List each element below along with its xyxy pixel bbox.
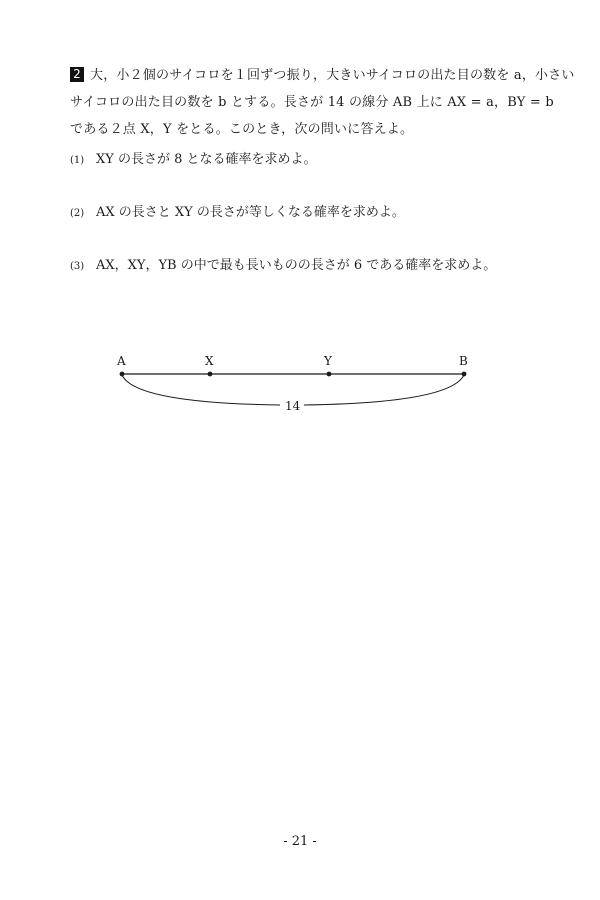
segment-figure [0, 345, 600, 425]
point-x [208, 372, 213, 377]
problem-line-2: サイコロの出た目の数を b とする。長さが 14 の線分 AB 上に AX = a，BY = b [70, 95, 554, 110]
label-x: X [205, 354, 214, 368]
question-2-text: AX の長さと XY の長さが等しくなる確率を求めよ。 [96, 205, 405, 220]
question-3-text: AX，XY，YB の中で最も長いものの長さが 6 である確率を求めよ。 [96, 258, 497, 273]
problem-number-badge: 2 [70, 67, 84, 82]
problem-text-1: 大，小２個のサイコロを１回ずつ振り，大きいサイコロの出た目の数を a，小さい [90, 68, 575, 83]
length-label: 14 [285, 399, 301, 413]
question-3 [70, 256, 496, 277]
problem-line-3: である２点 X，Y をとる。このとき，次の問いに答えよ。 [70, 122, 414, 137]
question-1-label: (1) [70, 155, 85, 166]
label-b: B [459, 354, 468, 368]
point-y [327, 372, 332, 377]
question-2-label: (2) [70, 208, 85, 219]
length-brace-right [304, 375, 464, 405]
label-y: Y [324, 354, 332, 368]
label-a: A [117, 354, 126, 368]
question-2 [70, 203, 405, 224]
question-1 [70, 150, 317, 171]
length-brace-left [122, 375, 280, 405]
problem-line-1 [70, 66, 575, 86]
question-1-text: XY の長さが 8 となる確率を求めよ。 [96, 152, 317, 167]
question-3-label: (3) [70, 261, 85, 272]
page-number: - 21 - [283, 834, 317, 849]
